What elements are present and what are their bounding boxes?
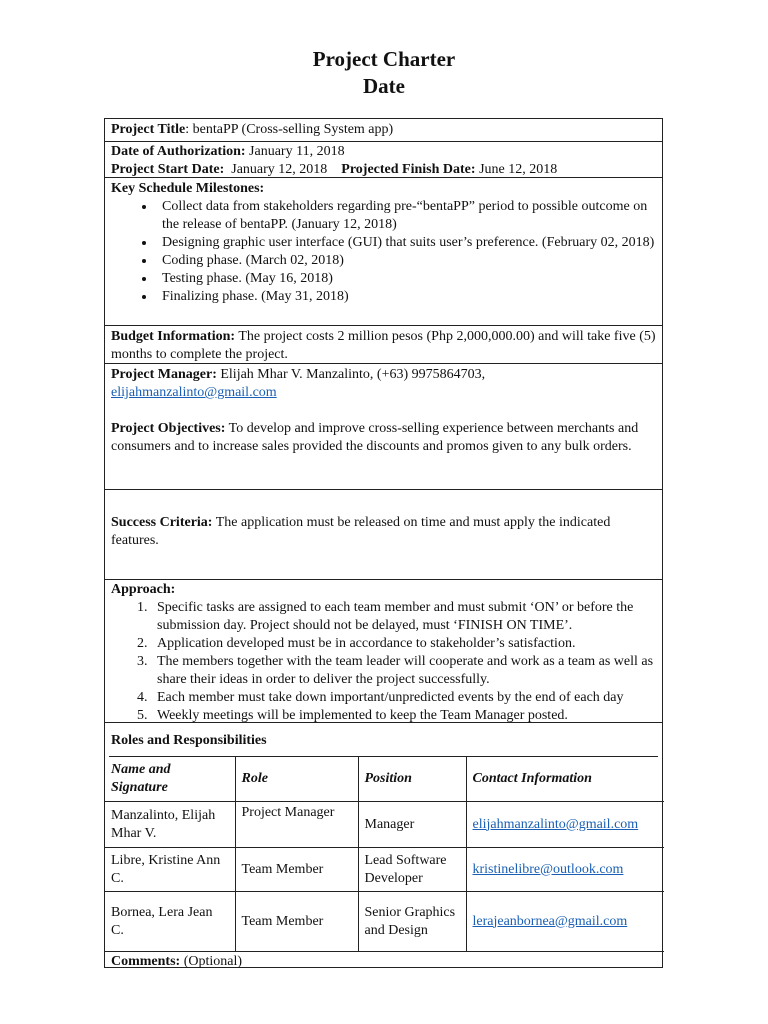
dates-row (105, 142, 662, 178)
manager-email-link[interactable]: elijahmanzalinto@gmail.com (111, 385, 277, 400)
approach-row (105, 580, 662, 723)
start-date-value: January 12, 2018 (231, 162, 328, 177)
budget-label: Budget Information: (111, 329, 236, 344)
member-name: Manzalinto, Elijah Mhar V. (105, 802, 235, 848)
milestones-row (105, 178, 662, 326)
objectives-value: To develop and improve cross-selling experience between merchants and consumers and to increase sales provided the discounts and promos given to any bulk orders. (111, 421, 639, 454)
list-item: • Designing graphic user interface (GUI) that suits user’s preference. (February 02, 2018) (156, 234, 656, 252)
roles-table (105, 757, 664, 972)
authorization-value: January 11, 2018 (249, 144, 345, 159)
list-item: 5. Weekly meetings will be implemented to keep the Team Manager posted. (151, 707, 656, 725)
success-criteria-row (105, 490, 662, 580)
milestones-list (111, 198, 656, 306)
table-row (105, 892, 664, 952)
member-position: Senior Graphics and Design (358, 892, 466, 952)
column-header-name: Name and Signature (105, 757, 235, 802)
member-email-link[interactable]: kristinelibre@outlook.com (472, 861, 624, 877)
comments-value: (Optional) (183, 953, 243, 969)
member-name: Bornea, Lera Jean C. (105, 892, 235, 952)
manager-label: Project Manager: (111, 367, 217, 382)
list-item: 2. Application developed must be in accordance to stakeholder’s satisfaction. (151, 635, 656, 653)
approach-list (111, 599, 656, 725)
project-title-row: Project Title: bentaPP (Cross-selling System app) (105, 119, 662, 142)
charter-table (104, 118, 663, 968)
list-item: • Collect data from stakeholders regarding pre-“bentaPP” period to possible outcome on the release of bentaPP. (January 12, 2018) (156, 198, 656, 234)
approach-label: Approach: (111, 582, 176, 597)
manager-value: Elijah Mhar V. Manzalinto, (+63) 9975864703, (220, 367, 486, 382)
list-item: 3. The members together with the team leader will cooperate and work as a team as well as share their ideas in order to deliver the project successfully. (151, 653, 656, 689)
comments-label: Comments: (111, 953, 181, 969)
member-role: Project Manager (235, 802, 358, 848)
member-role: Team Member (235, 848, 358, 892)
objectives-label: Project Objectives: (111, 421, 226, 436)
manager-objectives-row (105, 364, 662, 490)
budget-value: The project costs 2 million pesos (Php 2,000,000.00) and will take five (5) months to complete the project. (111, 329, 656, 362)
project-title-label: Project Title (111, 122, 186, 137)
page-subtitle: Date (363, 74, 405, 98)
page-title: Project Charter (312, 47, 456, 71)
table-row (105, 848, 664, 892)
list-item: • Finalizing phase. (May 31, 2018) (156, 288, 656, 306)
comments-row (105, 952, 664, 972)
document-title (0, 46, 768, 100)
budget-row (105, 326, 662, 364)
finish-date-label: Projected Finish Date: (341, 162, 476, 177)
member-position: Lead Software Developer (358, 848, 466, 892)
list-item: • Coding phase. (March 02, 2018) (156, 252, 656, 270)
project-title-value: bentaPP (Cross-selling System app) (192, 122, 394, 137)
column-header-position: Position (358, 757, 466, 802)
member-email-link[interactable]: lerajeanbornea@gmail.com (472, 913, 628, 929)
column-header-contact: Contact Information (466, 757, 664, 802)
member-email-link[interactable]: elijahmanzalinto@gmail.com (472, 816, 639, 832)
member-role: Team Member (235, 892, 358, 952)
column-header-role: Role (235, 757, 358, 802)
success-value: The application must be released on time and must apply the indicated features. (111, 515, 611, 548)
milestones-label: Key Schedule Milestones: (111, 181, 265, 196)
list-item: • Testing phase. (May 16, 2018) (156, 270, 656, 288)
list-item: 4. Each member must take down important/unpredicted events by the end of each day (151, 689, 656, 707)
list-item: 1. Specific tasks are assigned to each team member and must submit ‘ON’ or before the submission day. Project should not be delayed, must ‘FINISH ON TIME’. (151, 599, 656, 635)
success-label: Success Criteria: (111, 515, 213, 530)
roles-heading: Roles and Responsibilities (105, 723, 662, 757)
finish-date-value: June 12, 2018 (479, 162, 558, 177)
start-date-label: Project Start Date: (111, 162, 225, 177)
authorization-label: Date of Authorization: (111, 144, 246, 159)
roles-header-row (105, 757, 664, 802)
table-row (105, 802, 664, 848)
member-name: Libre, Kristine Ann C. (105, 848, 235, 892)
member-position: Manager (358, 802, 466, 848)
